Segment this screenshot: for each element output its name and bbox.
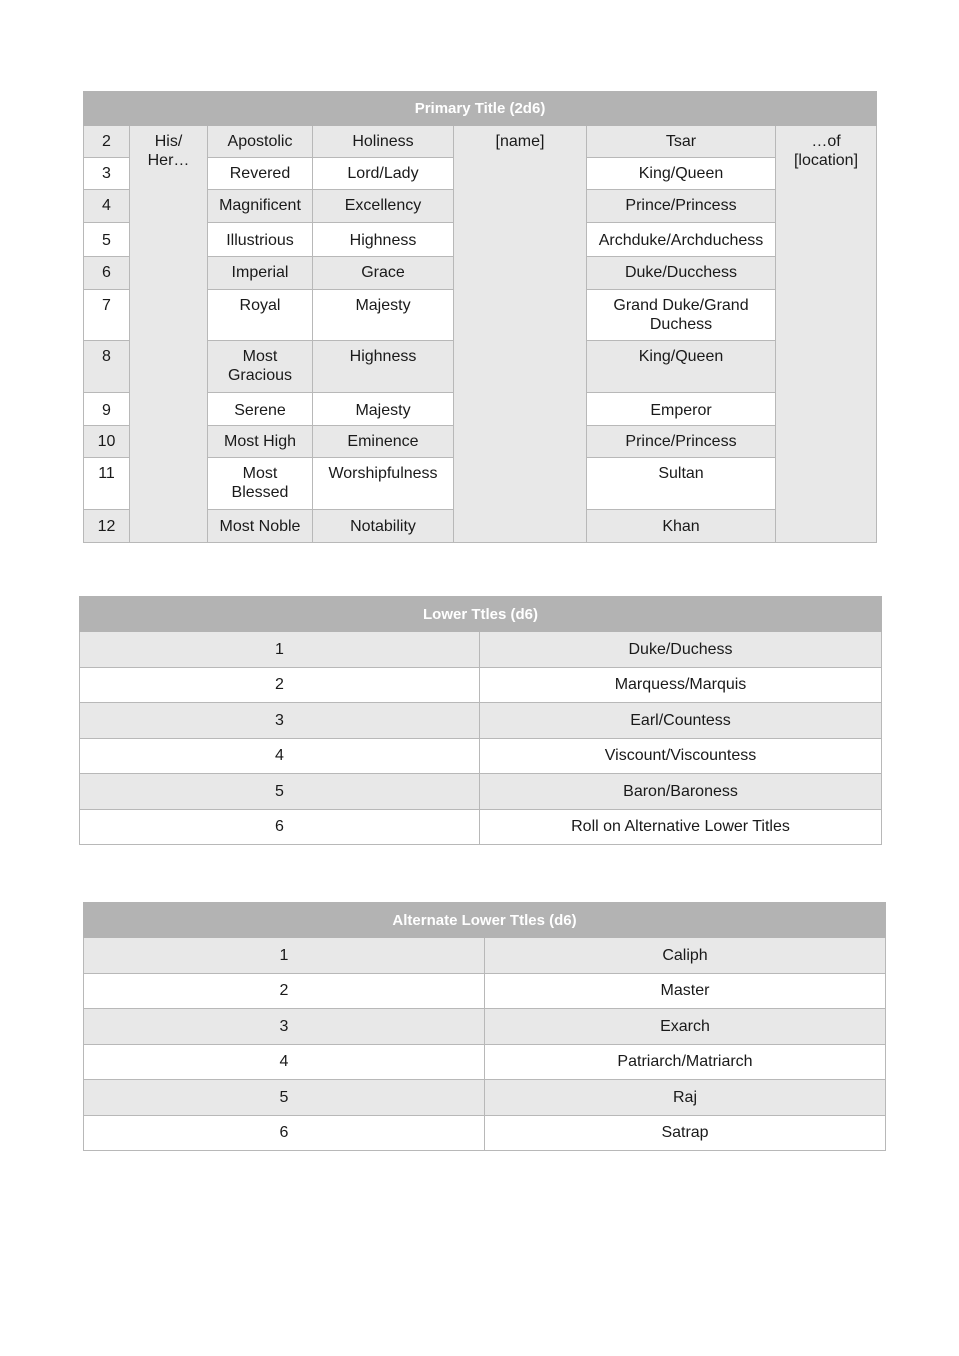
rank-title-cell: Patriarch/Matriarch <box>485 1044 886 1080</box>
primary-title-table <box>83 91 877 543</box>
rank-title-cell: Duke/Duchess <box>480 632 882 668</box>
rank-title-cell: Sultan <box>587 458 776 510</box>
rank-title-cell: Exarch <box>485 1009 886 1045</box>
rank-title-cell: Duke/Ducchess <box>587 257 776 290</box>
roll-cell: 2 <box>80 667 480 703</box>
honorific-cell: Highness <box>313 223 454 257</box>
rank-title-cell: Marquess/Marquis <box>480 667 882 703</box>
primary-title-heading: Primary Title (2d6) <box>84 92 877 126</box>
roll-cell: 1 <box>80 632 480 668</box>
rank-title-cell: Archduke/Archduchess <box>587 223 776 257</box>
table-row <box>80 703 882 739</box>
honorific-cell: Highness <box>313 341 454 393</box>
alternate-lower-titles-table <box>83 902 886 1151</box>
table-row <box>84 1009 886 1045</box>
honorific-cell: Majesty <box>313 290 454 341</box>
honorific-cell: Worshipfulness <box>313 458 454 510</box>
adjective-cell: Apostolic <box>208 126 313 158</box>
primary-title-header-row <box>84 92 877 126</box>
rank-title-cell: Tsar <box>587 126 776 158</box>
roll-cell: 5 <box>80 774 480 810</box>
lower-titles-heading: Lower Ttles (d6) <box>80 597 882 632</box>
table-row <box>84 1080 886 1116</box>
lower-titles-table <box>79 596 882 845</box>
table-row <box>84 938 886 974</box>
adjective-cell: Illustrious <box>208 223 313 257</box>
table-row <box>80 667 882 703</box>
rank-title-cell: Baron/Baroness <box>480 774 882 810</box>
rank-title-cell: King/Queen <box>587 158 776 190</box>
rank-title-cell: Raj <box>485 1080 886 1116</box>
honorific-cell: Lord/Lady <box>313 158 454 190</box>
roll-cell: 2 <box>84 973 485 1009</box>
table-row <box>80 809 882 845</box>
roll-cell: 6 <box>84 1115 485 1151</box>
honorific-cell: Holiness <box>313 126 454 158</box>
adjective-cell: Royal <box>208 290 313 341</box>
rank-title-cell: Satrap <box>485 1115 886 1151</box>
rank-title-cell: Caliph <box>485 938 886 974</box>
roll-cell: 4 <box>80 738 480 774</box>
rank-title-cell: Grand Duke/Grand Duchess <box>587 290 776 341</box>
roll-cell: 11 <box>84 458 130 510</box>
roll-cell: 4 <box>84 1044 485 1080</box>
roll-cell: 12 <box>84 510 130 543</box>
rank-title-cell: Earl/Countess <box>480 703 882 739</box>
lower-titles-header-row <box>80 597 882 632</box>
rank-title-cell: Khan <box>587 510 776 543</box>
adjective-cell: Most Gracious <box>208 341 313 393</box>
roll-cell: 5 <box>84 223 130 257</box>
roll-cell: 3 <box>84 158 130 190</box>
table-row <box>80 632 882 668</box>
rank-title-cell: Roll on Alternative Lower Titles <box>480 809 882 845</box>
name-cell: [name] <box>454 126 587 543</box>
table-row <box>80 774 882 810</box>
adjective-cell: Most High <box>208 426 313 458</box>
honorific-cell: Eminence <box>313 426 454 458</box>
roll-cell: 9 <box>84 393 130 426</box>
roll-cell: 1 <box>84 938 485 974</box>
roll-cell: 10 <box>84 426 130 458</box>
table-row <box>84 973 886 1009</box>
roll-cell: 3 <box>84 1009 485 1045</box>
table-row <box>84 126 877 158</box>
rank-title-cell: Viscount/Viscountess <box>480 738 882 774</box>
adjective-cell: Most Noble <box>208 510 313 543</box>
roll-cell: 8 <box>84 341 130 393</box>
adjective-cell: Most Blessed <box>208 458 313 510</box>
rank-title-cell: Emperor <box>587 393 776 426</box>
honorific-cell: Notability <box>313 510 454 543</box>
alternate-titles-heading: Alternate Lower Ttles (d6) <box>84 903 886 938</box>
table-row <box>84 1115 886 1151</box>
roll-cell: 4 <box>84 190 130 223</box>
rank-title-cell: Prince/Princess <box>587 426 776 458</box>
roll-cell: 7 <box>84 290 130 341</box>
rank-title-cell: King/Queen <box>587 341 776 393</box>
possessive-cell: His/ Her… <box>130 126 208 543</box>
honorific-cell: Excellency <box>313 190 454 223</box>
table-row <box>84 1044 886 1080</box>
alternate-titles-header-row <box>84 903 886 938</box>
table-row <box>80 738 882 774</box>
adjective-cell: Magnificent <box>208 190 313 223</box>
honorific-cell: Majesty <box>313 393 454 426</box>
roll-cell: 6 <box>80 809 480 845</box>
adjective-cell: Imperial <box>208 257 313 290</box>
rank-title-cell: Master <box>485 973 886 1009</box>
adjective-cell: Revered <box>208 158 313 190</box>
adjective-cell: Serene <box>208 393 313 426</box>
roll-cell: 2 <box>84 126 130 158</box>
rank-title-cell: Prince/Princess <box>587 190 776 223</box>
honorific-cell: Grace <box>313 257 454 290</box>
roll-cell: 6 <box>84 257 130 290</box>
location-cell: …of [location] <box>776 126 877 543</box>
roll-cell: 3 <box>80 703 480 739</box>
roll-cell: 5 <box>84 1080 485 1116</box>
